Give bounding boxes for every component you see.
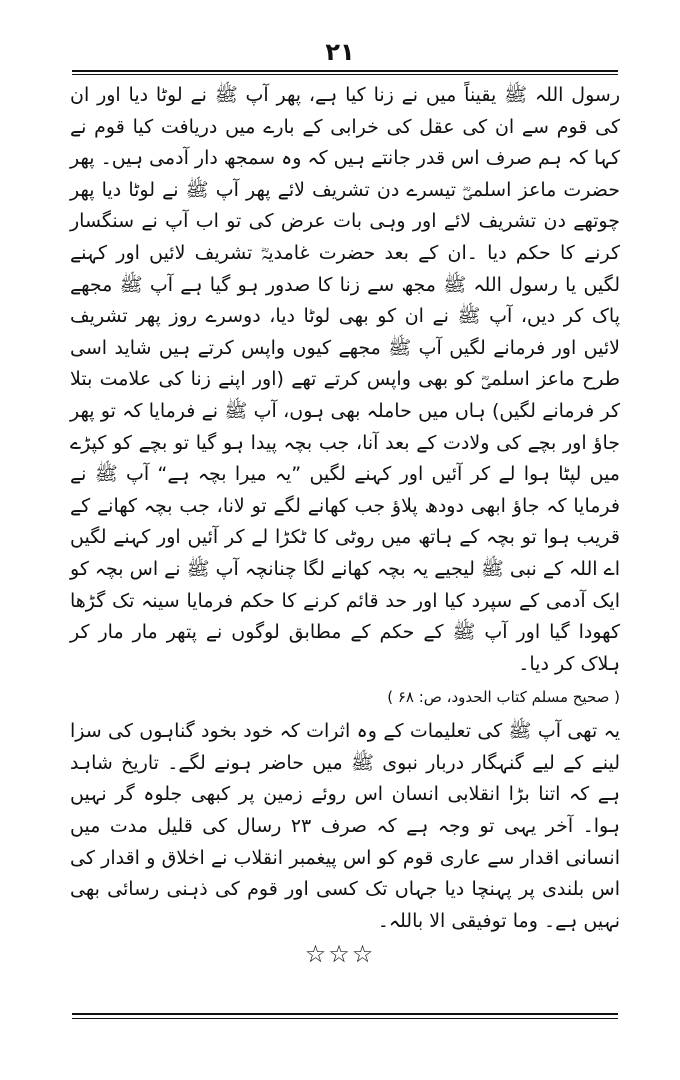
paragraph-1: رسول اللہ ﷺ یقیناً میں نے زنا کیا ہے، پھر آپ ﷺ نے لوٹا دیا اور ان کی قوم سے ان کی عقل کی خرابی کے بارے میں دریافت کیا قوم نے کہا کہ ہم صرف اس قدر جانتے ہیں کہ وہ سمجھ دار آدمی ہیں۔ پھر حضرت ماعز اسلمیؓ تیسرے دن تشریف لائے پھر آپ ﷺ نے لوٹا دیا پھر چوتھے دن تشریف لائے اور وہی بات عرض کی تو اب آپ نے سنگسار کرنے کا حکم دیا ۔ان کے بعد حضرت غامدیہؓ تشریف لائیں اور کہنے لگیں یا رسول اللہ ﷺ مجھ سے زنا کا صدور ہو گیا ہے آپ ﷺ مجھے پاک کر دیں، آپ ﷺ نے ان کو بھی لوٹا دیا، دوسرے روز پھر تشریف لائیں اور فرمانے لگیں آپ ﷺ مجھے کیوں واپس کرتے ہیں شاید اسی طرح ماعز اسلمیؓ کو بھی واپس کرتے تھے (اور اپنے زنا کی علامت بتلا کر فرمانے لگیں) ہاں میں حاملہ بھی ہوں، آپ ﷺ نے فرمایا کہ تو پھر جاؤ اور بچے کی ولادت کے بعد آنا، جب بچہ پیدا ہو گیا تو بچے کو کپڑے میں لپٹا ہوا لے کر آئیں اور کہنے لگیں ”یہ میرا بچہ ہے“ آپ ﷺ نے فرمایا کہ جاؤ ابھی دودھ پلاؤ جب کھانے لگے تو لانا، جب بچہ کھانے کے قریب ہوا تو بچہ کے ہاتھ میں روٹی کا ٹکڑا لے کر آئیں اور کہنے لگیں اے اللہ کے نبی ﷺ لیجیے یہ بچہ کھانے لگا چنانچہ آپ ﷺ نے اس بچہ کو ایک آدمی کے سپرد کیا اور حد قائم کرنے کا حکم فرمایا سینہ تک گڑھا کھودا گیا اور آپ ﷺ کے حکم کے مطابق لوگوں نے پتھر مار مار کر ہلاک کر دیا۔ — [70, 84, 620, 675]
paragraph-2: یہ تھی آپ ﷺ کی تعلیمات کے وہ اثرات کہ خود بخود گناہوں کی سزا لینے کے لیے گنہگار دربار نبوی ﷺ میں حاضر ہونے لگے۔ تاریخ شاہد ہے کہ اتنا بڑا انقلابی انسان اس روئے زمین پر کبھی جلوہ گر نہیں ہوا۔ آخر یہی تو وجہ ہے کہ صرف ۲۳ رسال کی قلیل مدت میں انسانی اقدار سے عاری قوم کو اس پیغمبر انقلاب نے اخلاق و اقدار کی اس بلندی پر پہنچا دیا جہاں تک کسی اور قوم کی ذہنی رسائی بھی نہیں ہے۔ وما توفیقی الا باللہ۔ — [70, 720, 620, 932]
hadith-reference: ( صحیح مسلم کتاب الحدود، ص: ۶۸ ) — [387, 688, 620, 707]
section-ornament: ☆☆☆ — [304, 940, 376, 968]
footer-rule-thin — [72, 1018, 618, 1019]
footer-rule — [72, 1013, 618, 1015]
header-rule — [72, 70, 618, 72]
page-body — [70, 80, 620, 937]
header-rule-thin — [72, 74, 618, 75]
page-number: ۲۱ — [325, 38, 355, 66]
